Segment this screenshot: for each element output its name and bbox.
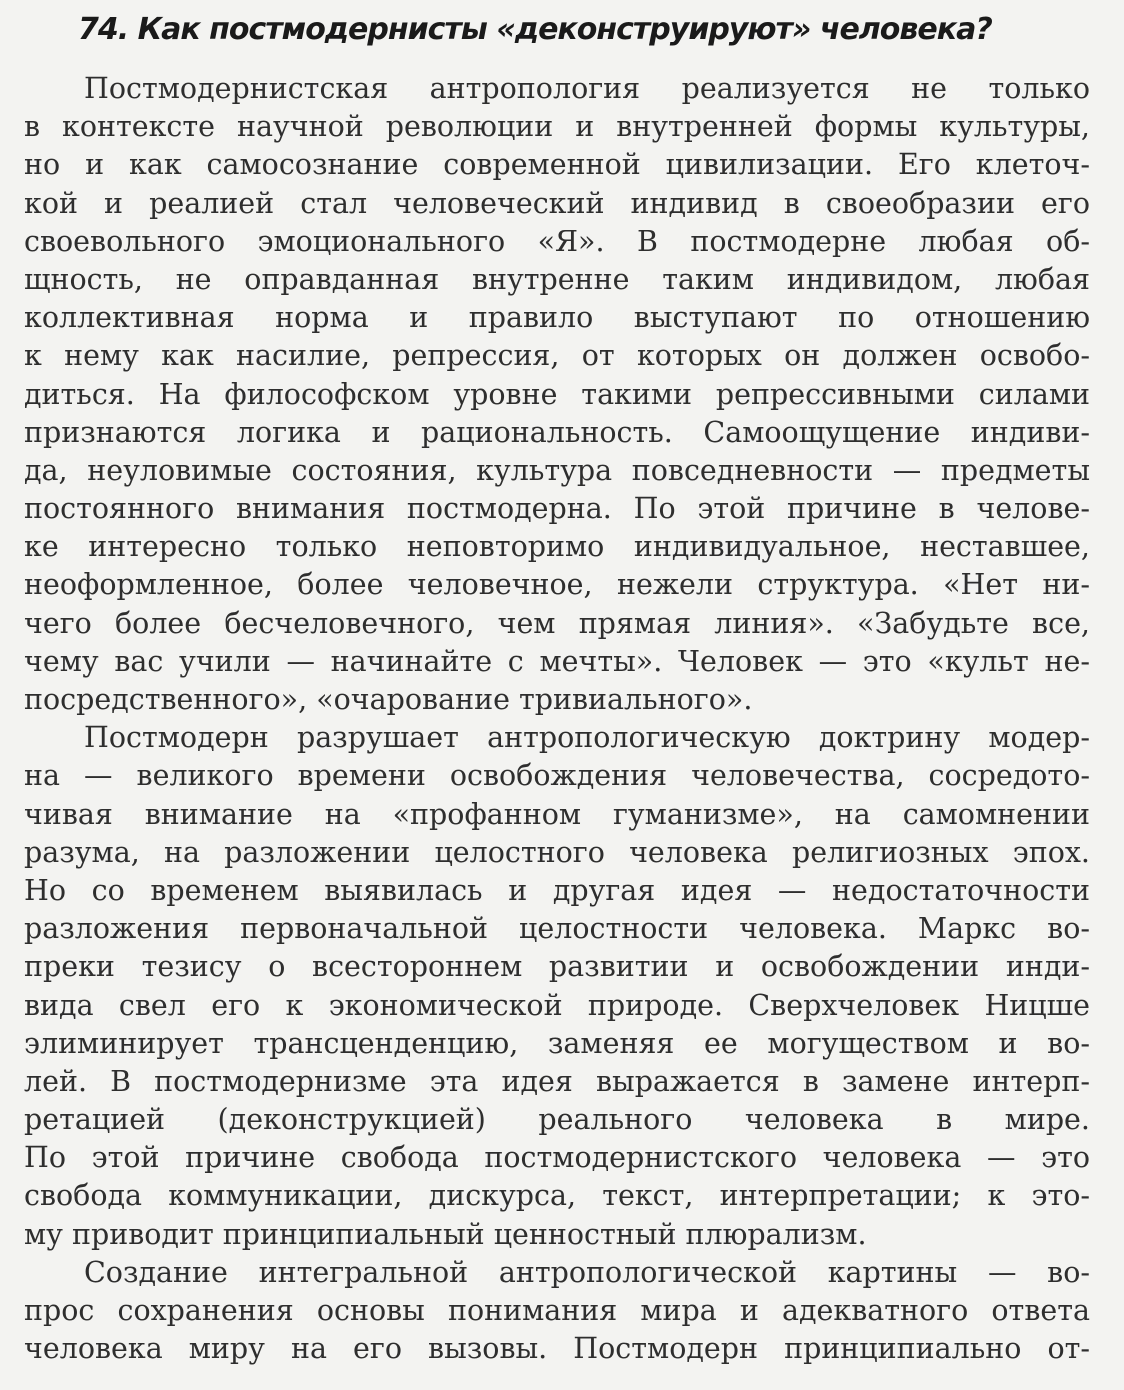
text-line: прос сохранения основы понимания мира и адекватного ответа: [24, 1294, 1090, 1327]
text-line: чего более бесчеловечного, чем прямая линия». «Забудьте все,: [24, 606, 1090, 640]
text-line: чему вас учили — начинайте с мечты». Человек — это «культ не-: [24, 644, 1090, 678]
text-line: элиминирует трансценденцию, заменяя ее могуществом и во-: [24, 1026, 1090, 1060]
text-line: свобода коммуникации, дискурса, текст, интерпретации; к это-: [24, 1179, 1090, 1213]
text-line: Постмодерн разрушает антропологическую доктрину модер-: [84, 721, 1090, 755]
text-line: к нему как насилие, репрессия, от которых он должен освобо-: [24, 339, 1090, 373]
text-line: своевольного эмоционального «Я». В постмодерне любая об-: [24, 224, 1090, 258]
text-line: да, неуловимые состояния, культура повседневности — предметы: [24, 453, 1090, 487]
text-line: чивая внимание на «профанном гуманизме», на самомнении: [24, 797, 1090, 831]
text-line: щность, не оправданная внутренне таким индивидом, любая: [24, 262, 1090, 296]
text-line: преки тезису о всестороннем развитии и освобождении инди-: [24, 950, 1090, 984]
text-line: человека миру на его вызовы. Постмодерн принципиально от-: [24, 1332, 1090, 1366]
paragraph-3: [24, 1254, 1090, 1369]
text-line: Создание интегральной антропологической картины — во-: [84, 1255, 1090, 1289]
text-line: разума, на разложении целостного человека религиозных эпох.: [24, 835, 1090, 869]
text-line: признаются логика и рациональность. Самоощущение индиви-: [24, 415, 1090, 449]
text-line: постоянного внимания постмодерна. По этой причине в челове-: [24, 492, 1090, 526]
text-line: лей. В постмодернизме эта идея выражается в замене интерп-: [24, 1064, 1090, 1098]
text-line: Но со временем выявилась и другая идея — недостаточности: [24, 873, 1090, 907]
section-heading: 74. Как постмодернисты «деконструируют» человека?: [78, 12, 992, 47]
text-line: но и как самосознание современной цивилизации. Его клеточ-: [24, 148, 1090, 182]
text-line: ке интересно только неповторимо индивидуальное, неставшее,: [24, 530, 1090, 564]
text-line: коллективная норма и правило выступают по отношению: [24, 301, 1090, 335]
text-line: По этой причине свобода постмодернистского человека — это: [24, 1141, 1090, 1175]
text-line: кой и реалией стал человеческий индивид в своеобразии его: [24, 186, 1090, 220]
text-line: му приводит принципиальный ценностный плюрализм.: [24, 1217, 867, 1251]
text-line: вида свел его к экономической природе. Сверхчеловек Ницше: [24, 988, 1090, 1022]
paragraph-2: [24, 719, 1090, 1254]
text-line: ретацией (деконструкцией) реального человека в мире.: [24, 1103, 1090, 1137]
body-text: [24, 70, 1090, 1368]
text-line: посредственного», «очарование тривиального».: [24, 683, 753, 716]
paragraph-1: [24, 70, 1090, 719]
text-line: неоформленное, более человечное, нежели структура. «Нет ни-: [24, 568, 1090, 602]
text-line: на — великого времени освобождения человечества, сосредото-: [24, 759, 1090, 793]
text-line: в контексте научной революции и внутренней формы культуры,: [24, 110, 1090, 144]
text-line: разложения первоначальной целостности человека. Маркс во-: [24, 912, 1090, 946]
text-line: диться. На философском уровне такими репрессивными силами: [24, 377, 1090, 411]
text-line: Постмодернистская антропология реализуется не только: [84, 72, 1090, 105]
